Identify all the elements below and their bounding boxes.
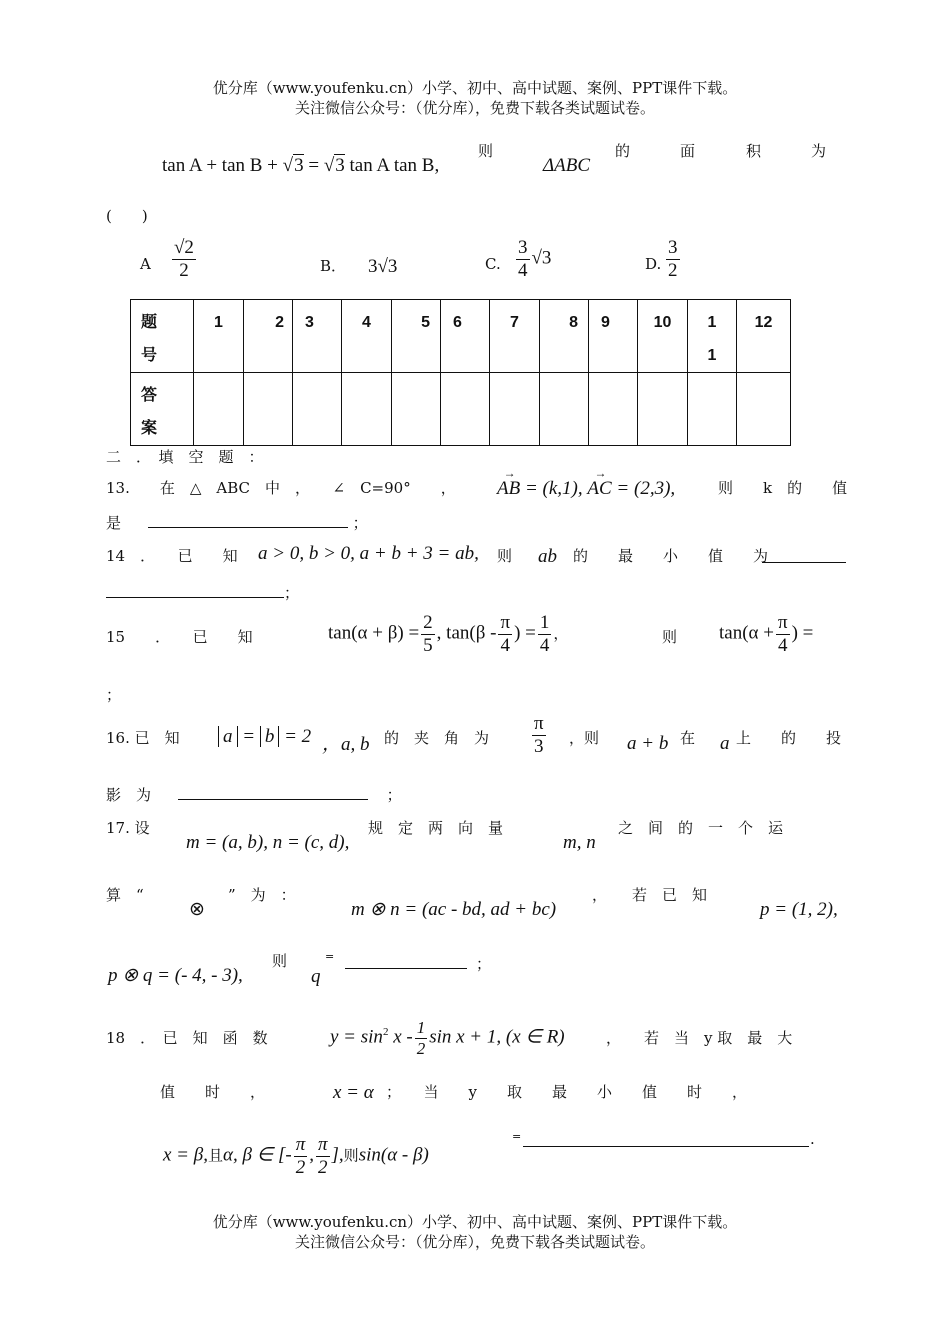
- q18-lead: 18 ． 已 知 函 数: [106, 1029, 268, 1047]
- q17-l2-wei: ” 为 ：: [228, 886, 296, 904]
- header-line-1: 优分库（www.youfenku.cn）小学、初中、高中试题、案例、PPT课件下载。: [212, 79, 738, 97]
- q18-l3-eq: =: [512, 1130, 522, 1143]
- q16-apb: a + b: [627, 733, 669, 754]
- q16-abs: a = b = 2: [218, 726, 311, 748]
- answer-blank[interactable]: [148, 527, 348, 528]
- question-number: 8: [540, 300, 589, 373]
- q14-ze: 则: [497, 547, 513, 565]
- q17-l3-ze: 则: [272, 952, 288, 970]
- q14-expr: a > 0, b > 0, a + b + 3 = ab,: [258, 543, 479, 564]
- q18-comma: ，: [606, 1029, 622, 1047]
- answer-cell[interactable]: [490, 373, 540, 446]
- option-b-value: 3√3: [368, 256, 398, 277]
- q15-target: tan(α + $\frac{\pi}{4}$ ) =: [719, 612, 814, 656]
- answer-cell[interactable]: [441, 373, 490, 446]
- q15-line2-end: ；: [106, 686, 122, 704]
- q17-tail: 之 间 的 一 个 运: [618, 819, 784, 837]
- q15-expr: tan(α + β) = $\frac{2}{5}$ , tan(β - $\frac{\pi}{4}$ ) = $\frac{1}{4}$ ，: [328, 612, 569, 656]
- row-head-tihao: 题 号: [131, 300, 194, 373]
- q18-func: $y = \sin^2 x$ - $\frac{1}{2}$ sin x + 1, (x ∈ R): [330, 1018, 565, 1058]
- q17-lead: 17. 设: [106, 819, 150, 837]
- q13-line2: 是 ；: [106, 514, 368, 532]
- header-line-2: 关注微信公众号：（优分库），免费下载各类试题试卷。: [294, 99, 655, 117]
- table-row-answers: [131, 373, 791, 446]
- answer-cell[interactable]: [342, 373, 392, 446]
- q13-lead: 13. 在 △ ABC 中 ， ∠ C=90° ，: [106, 479, 456, 497]
- q16-lead: 16. 已 知: [106, 729, 180, 747]
- q14-tail: 的 最 小 值 为: [573, 547, 769, 565]
- question-number: 2: [244, 300, 293, 373]
- q17-l3-p: p ⊗ q = (- 4, - 3),: [108, 965, 243, 986]
- q15-lead: 15 ． 已 知: [106, 628, 253, 646]
- question-number: 1 1: [688, 300, 737, 373]
- q17-rule: m ⊗ n = (ac - bd, ad + bc): [351, 899, 557, 920]
- q17-otimes: ⊗: [189, 899, 205, 920]
- q16-ab: ，a, b: [322, 734, 370, 755]
- answer-table: [130, 299, 791, 446]
- question-number: 12: [737, 300, 791, 373]
- q17-l2-suan: 算 “: [106, 886, 144, 904]
- q13-after: 则 k 的 值: [718, 479, 848, 497]
- q17-q: q: [311, 966, 321, 987]
- question-number: 5: [392, 300, 441, 373]
- q18-l2-a: 值 时 ，: [160, 1083, 266, 1101]
- question-number: 9: [589, 300, 638, 373]
- q18-l3-expr: x = β,且α, β ∈ [- $\frac{\pi}{2}$ , $\frac{\pi}{2}$ ],则sin(α - β): [163, 1134, 429, 1178]
- answer-cell[interactable]: [540, 373, 589, 446]
- q16-tail: 上 的 投: [736, 729, 842, 747]
- answer-cell[interactable]: [244, 373, 293, 446]
- q12-answer-paren: ( ): [106, 207, 148, 225]
- row-head-daan: 答 案: [131, 373, 194, 446]
- q17-mn2: m, n: [563, 832, 596, 853]
- q16-mid: 的 夹 角 为: [384, 729, 490, 747]
- answer-cell[interactable]: [737, 373, 791, 446]
- option-a-value: $\frac{√2}{2}$: [174, 237, 194, 281]
- answer-cell[interactable]: [688, 373, 737, 446]
- question-number: 6: [441, 300, 490, 373]
- answer-blank[interactable]: [345, 952, 467, 969]
- q16-line2: 影 为 ；: [106, 786, 402, 804]
- q12-ji: 积: [746, 142, 762, 160]
- q16-angle: $\frac{\pi}{3}$: [534, 713, 544, 757]
- answer-cell[interactable]: [194, 373, 244, 446]
- q18-l2-x: x = α: [333, 1082, 374, 1103]
- q13-vectors: → AB = (k,1), → AC = (2,3),: [497, 478, 675, 500]
- section-title: 二 ． 填 空 题 ：: [106, 448, 264, 466]
- question-number: 1: [194, 300, 244, 373]
- answer-cell[interactable]: [638, 373, 688, 446]
- q17-l3-eq: =: [325, 950, 335, 963]
- q18-l3-end: .: [810, 1130, 815, 1148]
- option-c-value: $\frac{3}{4}$ √3: [518, 237, 552, 281]
- q12-ze: 则: [478, 142, 494, 160]
- q12-formula: tan A + tan B + √3 = √3 tan A tan B,: [162, 155, 440, 176]
- question-number: 4: [342, 300, 392, 373]
- option-b-label: B．: [320, 257, 347, 275]
- answer-blank[interactable]: [762, 544, 846, 563]
- q14-lead: 14 ． 已 知: [106, 547, 238, 565]
- footer-line-2: 关注微信公众号：（优分库），免费下载各类试题试卷。: [294, 1233, 655, 1251]
- q16-a: a: [720, 733, 730, 754]
- q17-l2-comma: ，: [592, 886, 608, 904]
- option-d-value: $\frac{3}{2}$: [668, 237, 678, 281]
- answer-blank[interactable]: [178, 799, 368, 800]
- q16-zai: 在: [680, 729, 696, 747]
- question-number: 3: [293, 300, 342, 373]
- footer-line-1: 优分库（www.youfenku.cn）小学、初中、高中试题、案例、PPT课件下载。: [212, 1213, 738, 1231]
- option-d-label: D.: [645, 255, 662, 273]
- q12-mian: 面: [680, 142, 696, 160]
- answer-blank[interactable]: [523, 1130, 809, 1147]
- question-number: 10: [638, 300, 688, 373]
- table-row-numbers: [131, 300, 791, 373]
- q17-mn: m = (a, b), n = (c, d),: [186, 832, 350, 853]
- question-number: 7: [490, 300, 540, 373]
- q17-mid: 规 定 两 向 量: [368, 819, 504, 837]
- q14-line2: ；: [106, 582, 299, 603]
- q12-wei: 为: [811, 142, 827, 160]
- answer-cell[interactable]: [392, 373, 441, 446]
- q12-triangle: ΔABC: [543, 155, 591, 176]
- q16-ze: ，则: [569, 729, 600, 747]
- q12-de: 的: [615, 142, 631, 160]
- q17-p: p = (1, 2),: [760, 899, 838, 920]
- answer-cell[interactable]: [589, 373, 638, 446]
- q14-ab: ab: [538, 546, 557, 567]
- q18-tail: 若 当 y 取 最 大: [644, 1029, 793, 1047]
- q15-ze: 则: [662, 628, 678, 646]
- answer-blank[interactable]: [106, 597, 284, 598]
- option-c-label: C.: [485, 255, 501, 273]
- q17-l2-ruoyi: 若 已 知: [632, 886, 708, 904]
- answer-cell[interactable]: [293, 373, 342, 446]
- q18-l2-b: ； 当 y 取 最 小 值 时 ，: [386, 1083, 747, 1101]
- q17-l3-end: ；: [476, 955, 492, 973]
- option-a-label: A: [140, 255, 151, 273]
